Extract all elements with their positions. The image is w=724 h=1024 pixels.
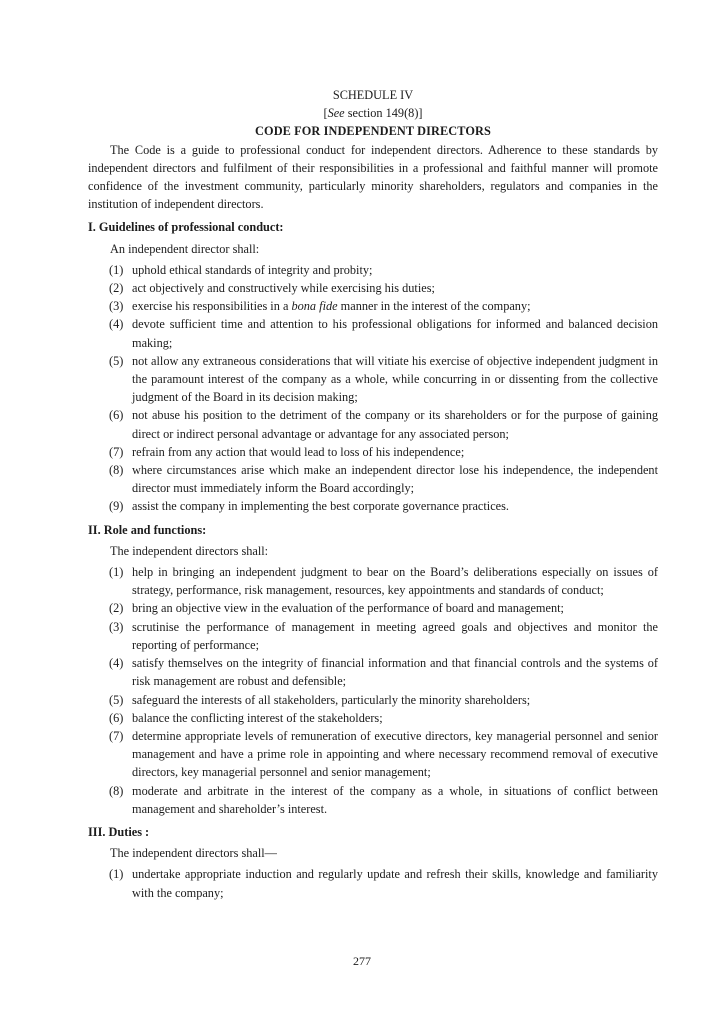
list-item bbox=[88, 261, 658, 279]
section-heading: II. Role and functions: bbox=[88, 522, 207, 537]
list-item bbox=[88, 443, 658, 461]
section-lead: The independent directors shall: bbox=[110, 543, 269, 558]
section-guidelines bbox=[88, 218, 658, 515]
list-item bbox=[88, 654, 658, 690]
item-text: determine appropriate levels of remuneration of executive directors, key managerial personnel and senior management and have a prime role in appointing and where necessary recommend removal of executive directors, key managerial personnel and senior management; bbox=[132, 728, 658, 780]
list-item bbox=[88, 315, 658, 351]
item-text: uphold ethical standards of integrity and probity; bbox=[132, 262, 373, 277]
item-number: (1) bbox=[109, 262, 124, 277]
item-text: act objectively and constructively while exercising his duties; bbox=[132, 281, 435, 296]
item-text-post: manner in the interest of the company; bbox=[337, 299, 531, 314]
item-number: (1) bbox=[109, 867, 124, 882]
section-heading: I. Guidelines of professional conduct: bbox=[88, 220, 284, 235]
list-item bbox=[88, 497, 658, 515]
item-number: (7) bbox=[109, 444, 124, 459]
item-text-pre: exercise his responsibilities in a bbox=[132, 299, 292, 314]
item-number: (8) bbox=[109, 463, 124, 478]
item-text: safeguard the interests of all stakeholders, particularly the minority shareholders; bbox=[132, 692, 531, 707]
section-heading: III. Duties : bbox=[88, 824, 150, 839]
document-page bbox=[88, 86, 658, 902]
list-item bbox=[88, 406, 658, 442]
list-item bbox=[88, 461, 658, 497]
item-number: (6) bbox=[109, 408, 124, 423]
list-item bbox=[88, 865, 658, 901]
item-list bbox=[88, 865, 658, 901]
item-list bbox=[88, 563, 658, 818]
item-text: undertake appropriate induction and regularly update and refresh their skills, knowledge and familiarity with the company; bbox=[132, 867, 658, 900]
item-number: (7) bbox=[109, 728, 124, 743]
item-text: where circumstances arise which make an independent director lose his independence, the independent director must immediately inform the Board accordingly; bbox=[132, 463, 658, 496]
intro-paragraph: The Code is a guide to professional conduct for independent directors. Adherence to these standards by independent directors and fulfilment of their responsibilities in a professional and faithful manner will promote confidence of the investment community, particularly minority shareholders, regulators and companies in the institution of independent directors. bbox=[88, 142, 658, 212]
section-reference bbox=[88, 104, 658, 122]
item-number: (5) bbox=[109, 353, 124, 368]
item-text-italic: bona fide bbox=[291, 299, 338, 314]
item-text: balance the conflicting interest of the stakeholders; bbox=[132, 710, 383, 725]
item-number: (4) bbox=[109, 317, 124, 332]
list-item bbox=[88, 782, 658, 818]
section-reference-text: section 149(8)] bbox=[344, 106, 423, 121]
item-text: moderate and arbitrate in the interest of the company as a whole, in situations of conflict between management and shareholder’s interest. bbox=[132, 783, 658, 816]
section-role-functions bbox=[88, 521, 658, 818]
list-item bbox=[88, 563, 658, 599]
item-number: (4) bbox=[109, 656, 124, 671]
item-text: devote sufficient time and attention to his professional obligations for informed and balanced decision making; bbox=[132, 317, 658, 350]
item-text: assist the company in implementing the best corporate governance practices. bbox=[132, 499, 509, 514]
list-item bbox=[88, 279, 658, 297]
item-number: (5) bbox=[109, 692, 124, 707]
list-item bbox=[88, 691, 658, 709]
section-duties bbox=[88, 823, 658, 902]
section-lead: An independent director shall: bbox=[110, 241, 260, 256]
item-number: (8) bbox=[109, 783, 124, 798]
list-item bbox=[88, 709, 658, 727]
item-number: (3) bbox=[109, 299, 124, 314]
page-number: 277 bbox=[353, 954, 371, 968]
list-item bbox=[88, 618, 658, 654]
item-text: not allow any extraneous considerations that will vitiate his exercise of objective independent judgment in the paramount interest of the company as a whole, while concurring in or dissenting from the collective judgment of the Board in its decision making; bbox=[132, 353, 658, 405]
list-item bbox=[88, 599, 658, 617]
list-item bbox=[88, 352, 658, 407]
item-text: refrain from any action that would lead to loss of his independence; bbox=[132, 444, 465, 459]
item-text: scrutinise the performance of management in meeting agreed goals and objectives and monitor the reporting of performance; bbox=[132, 619, 658, 652]
item-text: not abuse his position to the detriment of the company or its shareholders or for the purpose of gaining direct or indirect personal advantage or advantage for any associated person; bbox=[132, 408, 658, 441]
list-item bbox=[88, 297, 658, 315]
section-reference-see: See bbox=[327, 106, 345, 121]
item-number: (9) bbox=[109, 499, 124, 514]
item-text: satisfy themselves on the integrity of financial information and that financial controls and the systems of risk management are robust and defensible; bbox=[132, 656, 658, 689]
list-item bbox=[88, 727, 658, 782]
item-number: (2) bbox=[109, 281, 124, 296]
item-text: bring an objective view in the evaluation of the performance of board and management; bbox=[132, 601, 564, 616]
item-list bbox=[88, 261, 658, 516]
item-number: (3) bbox=[109, 619, 124, 634]
item-number: (2) bbox=[109, 601, 124, 616]
schedule-heading: SCHEDULE IV bbox=[332, 88, 414, 102]
item-text: help in bringing an independent judgment to bear on the Board’s deliberations especially on issues of strategy, performance, risk management, resources, key appointments and standards of conduct; bbox=[132, 565, 658, 598]
document-title: CODE FOR INDEPENDENT DIRECTORS bbox=[255, 124, 491, 139]
item-number: (6) bbox=[109, 710, 124, 725]
section-lead: The independent directors shall— bbox=[110, 846, 277, 861]
item-number: (1) bbox=[109, 565, 124, 580]
section-reference-bracket: [ bbox=[323, 106, 328, 121]
